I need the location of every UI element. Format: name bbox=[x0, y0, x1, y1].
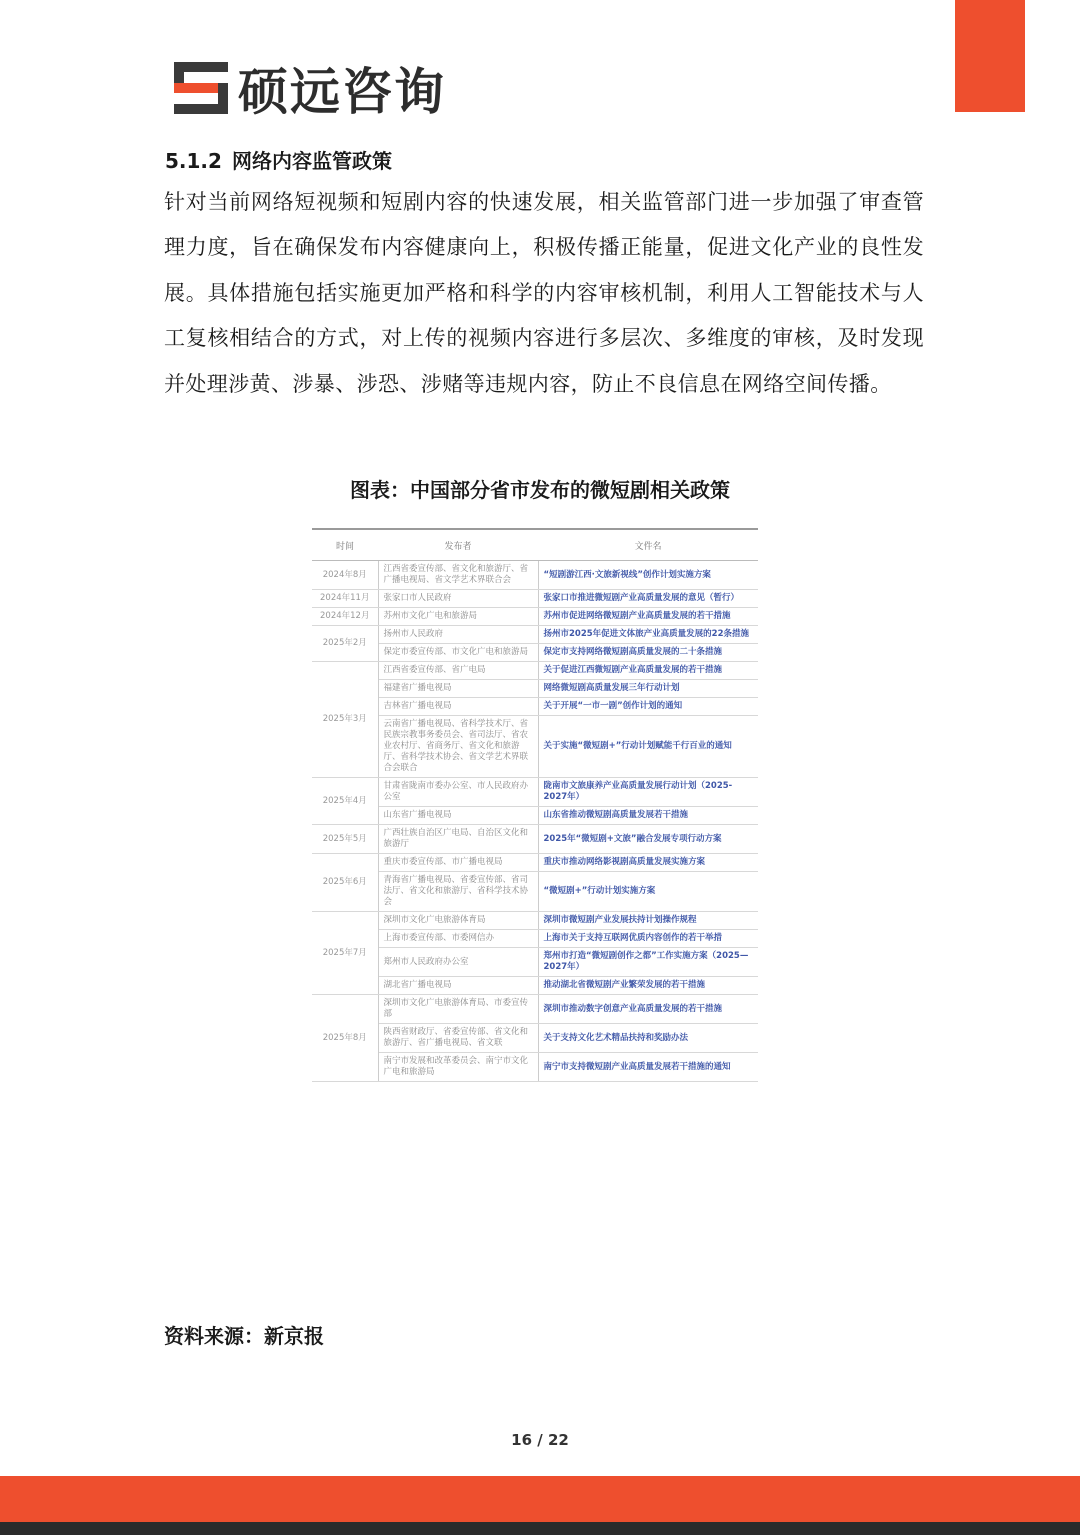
cell-document-link[interactable]: 扬州市2025年促进文体旅产业高质量发展的22条措施 bbox=[538, 626, 758, 644]
cell-issuer: 上海市委宣传部、市委网信办 bbox=[378, 930, 538, 948]
cell-issuer: 甘肃省陇南市委办公室、市人民政府办公室 bbox=[378, 778, 538, 807]
cell-issuer: 江西省委宣传部、省广电局 bbox=[378, 662, 538, 680]
cell-document-link[interactable]: 2025年“微短剧+文旅”融合发展专项行动方案 bbox=[538, 825, 758, 854]
column-header-document: 文件名 bbox=[538, 529, 758, 561]
table-row bbox=[312, 912, 758, 930]
brand-logo-icon bbox=[174, 62, 228, 114]
cell-issuer: 苏州市文化广电和旅游局 bbox=[378, 608, 538, 626]
cell-issuer: 广西壮族自治区广电局、自治区文化和旅游厅 bbox=[378, 825, 538, 854]
cell-date: 2025年8月 bbox=[312, 995, 378, 1082]
cell-issuer: 福建省广播电视局 bbox=[378, 680, 538, 698]
brand-name: 硕远咨询 bbox=[238, 63, 446, 121]
cell-date: 2025年5月 bbox=[312, 825, 378, 854]
cell-date: 2024年11月 bbox=[312, 590, 378, 608]
cell-issuer: 江西省委宣传部、省文化和旅游厅、省广播电视局、省文学艺术界联合会 bbox=[378, 561, 538, 590]
table-row bbox=[312, 930, 758, 948]
cell-document-link[interactable]: 深圳市推动数字创意产业高质量发展的若干措施 bbox=[538, 995, 758, 1024]
cell-document-link[interactable]: 关于支持文化艺术精品扶持和奖励办法 bbox=[538, 1024, 758, 1053]
source-note: 资料来源：新京报 bbox=[164, 1324, 324, 1348]
cell-issuer: 湖北省广播电视局 bbox=[378, 977, 538, 995]
cell-document-link[interactable]: 陇南市文旅康养产业高质量发展行动计划（2025-2027年） bbox=[538, 778, 758, 807]
cell-date: 2025年4月 bbox=[312, 778, 378, 825]
cell-issuer: 南宁市发展和改革委员会、南宁市文化广电和旅游局 bbox=[378, 1053, 538, 1082]
brand-logo bbox=[174, 58, 446, 121]
page-number: 16 / 22 bbox=[511, 1431, 569, 1449]
cell-date: 2025年2月 bbox=[312, 626, 378, 662]
cell-date: 2025年6月 bbox=[312, 854, 378, 912]
table-row bbox=[312, 662, 758, 680]
cell-document-link[interactable]: 苏州市促进网络微短剧产业高质量发展的若干措施 bbox=[538, 608, 758, 626]
figure-title: 图表：中国部分省市发布的微短剧相关政策 bbox=[350, 478, 730, 502]
cell-issuer: 郑州市人民政府办公室 bbox=[378, 948, 538, 977]
cell-issuer: 张家口市人民政府 bbox=[378, 590, 538, 608]
corner-accent-block bbox=[955, 0, 1025, 112]
section-title: 网络内容监管政策 bbox=[231, 149, 392, 173]
policy-table bbox=[312, 528, 758, 1082]
table-row bbox=[312, 807, 758, 825]
body-paragraph: 针对当前网络短视频和短剧内容的快速发展，相关监管部门进一步加强了审查管理力度，旨在确保发布内容健康向上，积极传播正能量，促进文化产业的良性发展。具体措施包括实施更加严格和科学的内容审核机制，利用人工智能技术与人工复核相结合的方式，对上传的视频内容进行多层次、多维度的审核，及时发现并处理涉黄、涉暴、涉恐、涉赌等违规内容，防止不良信息在网络空间传播。 bbox=[164, 190, 924, 396]
cell-issuer: 青海省广播电视局、省委宣传部、省司法厅、省文化和旅游厅、省科学技术协会 bbox=[378, 872, 538, 912]
cell-document-link[interactable]: 深圳市微短剧产业发展扶持计划操作规程 bbox=[538, 912, 758, 930]
cell-issuer: 吉林省广播电视局 bbox=[378, 698, 538, 716]
cell-date: 2024年12月 bbox=[312, 608, 378, 626]
table-row bbox=[312, 1024, 758, 1053]
cell-document-link[interactable]: “短剧游江西·文旅新视线”创作计划实施方案 bbox=[538, 561, 758, 590]
table-header-row bbox=[312, 529, 758, 561]
table-row bbox=[312, 854, 758, 872]
cell-issuer: 深圳市文化广电旅游体育局、市委宣传部 bbox=[378, 995, 538, 1024]
cell-document-link[interactable]: 重庆市推动网络影视剧高质量发展实施方案 bbox=[538, 854, 758, 872]
cell-issuer: 重庆市委宣传部、市广播电视局 bbox=[378, 854, 538, 872]
cell-document-link[interactable]: 推动湖北省微短剧产业繁荣发展的若干措施 bbox=[538, 977, 758, 995]
table-row bbox=[312, 698, 758, 716]
cell-document-link[interactable]: 保定市支持网络微短剧高质量发展的二十条措施 bbox=[538, 644, 758, 662]
table-row bbox=[312, 680, 758, 698]
table-row bbox=[312, 644, 758, 662]
cell-document-link[interactable]: 关于开展“一市一剧”创作计划的通知 bbox=[538, 698, 758, 716]
cell-document-link[interactable]: 山东省推动微短剧高质量发展若干措施 bbox=[538, 807, 758, 825]
cell-issuer: 云南省广播电视局、省科学技术厅、省民族宗教事务委员会、省司法厅、省农业农村厅、省商务厅、省文化和旅游厅、省科学技术协会、省文学艺术界联合会联合 bbox=[378, 716, 538, 778]
cell-date: 2025年7月 bbox=[312, 912, 378, 995]
table-row bbox=[312, 995, 758, 1024]
policy-table-image bbox=[312, 528, 760, 1290]
cell-document-link[interactable]: 关于实施“微短剧+”行动计划赋能千行百业的通知 bbox=[538, 716, 758, 778]
table-row bbox=[312, 778, 758, 807]
table-row bbox=[312, 825, 758, 854]
table-row bbox=[312, 977, 758, 995]
column-header-issuer: 发布者 bbox=[378, 529, 538, 561]
section-number: 5.1.2 bbox=[165, 149, 222, 173]
cell-issuer: 保定市委宣传部、市文化广电和旅游局 bbox=[378, 644, 538, 662]
cell-date: 2024年8月 bbox=[312, 561, 378, 590]
table-row bbox=[312, 626, 758, 644]
footer-accent-bar bbox=[0, 1476, 1080, 1522]
cell-document-link[interactable]: 关于促进江西微短剧产业高质量发展的若干措施 bbox=[538, 662, 758, 680]
cell-document-link[interactable]: 张家口市推进微短剧产业高质量发展的意见（暂行） bbox=[538, 590, 758, 608]
table-row bbox=[312, 872, 758, 912]
table-row bbox=[312, 1053, 758, 1082]
cell-document-link[interactable]: 南宁市支持微短剧产业高质量发展若干措施的通知 bbox=[538, 1053, 758, 1082]
column-header-date: 时间 bbox=[312, 529, 378, 561]
section-heading bbox=[165, 145, 392, 174]
cell-issuer: 深圳市文化广电旅游体育局 bbox=[378, 912, 538, 930]
cell-date: 2025年3月 bbox=[312, 662, 378, 778]
table-row bbox=[312, 948, 758, 977]
table-row bbox=[312, 716, 758, 778]
cell-document-link[interactable]: 郑州市打造“微短剧创作之都”工作实施方案（2025—2027年） bbox=[538, 948, 758, 977]
table-row bbox=[312, 561, 758, 590]
cell-document-link[interactable]: “微短剧+”行动计划实施方案 bbox=[538, 872, 758, 912]
footer-dark-line bbox=[0, 1522, 1080, 1535]
cell-issuer: 陕西省财政厅、省委宣传部、省文化和旅游厅、省广播电视局、省文联 bbox=[378, 1024, 538, 1053]
table-row bbox=[312, 590, 758, 608]
cell-issuer: 山东省广播电视局 bbox=[378, 807, 538, 825]
cell-document-link[interactable]: 上海市关于支持互联网优质内容创作的若干举措 bbox=[538, 930, 758, 948]
cell-document-link[interactable]: 网络微短剧高质量发展三年行动计划 bbox=[538, 680, 758, 698]
cell-issuer: 扬州市人民政府 bbox=[378, 626, 538, 644]
table-row bbox=[312, 608, 758, 626]
